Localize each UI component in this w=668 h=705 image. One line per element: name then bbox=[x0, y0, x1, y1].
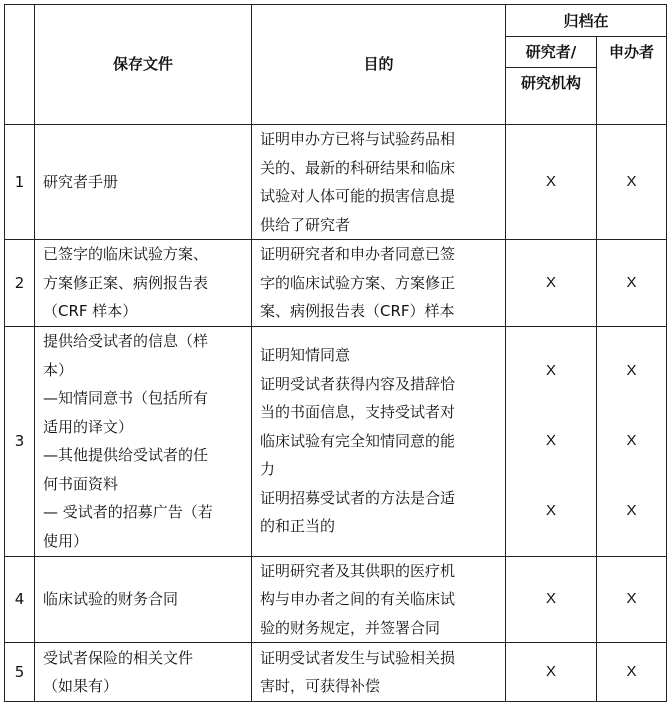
purpose-line: 关的、最新的科研结果和临床 bbox=[260, 158, 456, 177]
header-purpose: 目的 bbox=[252, 5, 506, 125]
investigator-mark: X bbox=[506, 240, 597, 327]
purpose bbox=[252, 643, 506, 702]
table-row bbox=[5, 326, 667, 556]
purpose-line: 害时，可获得补偿 bbox=[260, 677, 381, 695]
purpose-line: 构与申办者之间的有关临床试 bbox=[260, 590, 456, 608]
purpose bbox=[252, 240, 506, 327]
purpose-line: 的和正当的 bbox=[260, 517, 336, 536]
sponsor-mark: X bbox=[626, 362, 637, 379]
sponsor-mark: X bbox=[597, 643, 667, 702]
purpose bbox=[252, 326, 506, 556]
header-investigator-line1: 研究者/ bbox=[525, 43, 577, 61]
investigator-mark: X bbox=[506, 125, 597, 240]
document-line: — 受试者的招募广告（若 bbox=[43, 503, 213, 521]
table-row bbox=[5, 556, 667, 643]
document-line: 方案修正案、病例报告表 bbox=[43, 273, 209, 292]
header-investigator-line2: 研究机构 bbox=[520, 74, 581, 92]
table-row bbox=[5, 125, 667, 240]
purpose-line: 验的财务规定，并签署合同 bbox=[260, 618, 441, 637]
purpose bbox=[252, 125, 506, 240]
document-name bbox=[35, 240, 252, 327]
document-line: （CRF 样本） bbox=[43, 302, 138, 320]
purpose-line: 证明申办方已将与试验药品相 bbox=[260, 130, 456, 148]
purpose-line: 证明受试者获得内容及措辞恰 bbox=[260, 374, 456, 393]
document-line: 适用的译文） bbox=[43, 417, 134, 436]
document-line: 临床试验的财务合同 bbox=[43, 590, 179, 608]
document-name bbox=[35, 556, 252, 643]
document-line: 本） bbox=[43, 360, 74, 379]
table-row bbox=[5, 643, 667, 702]
sponsor-mark: X bbox=[626, 502, 637, 519]
sponsor-mark: X bbox=[597, 125, 667, 240]
document-line: 何书面资料 bbox=[43, 474, 119, 493]
header-investigator bbox=[506, 37, 597, 68]
document-name bbox=[35, 326, 252, 556]
investigator-mark: X bbox=[545, 502, 556, 519]
purpose-line: 临床试验有完全知情同意的能 bbox=[260, 431, 456, 450]
investigator-mark: X bbox=[545, 362, 556, 379]
purpose-line: 证明受试者发生与试验相关损 bbox=[260, 648, 456, 667]
purpose bbox=[252, 556, 506, 643]
purpose-line: 力 bbox=[260, 460, 276, 479]
purpose-line: 试验对人体可能的损害信息提 bbox=[260, 187, 456, 205]
purpose-line: 证明知情同意 bbox=[260, 346, 351, 365]
row-number: 5 bbox=[5, 643, 35, 702]
document-line: （如果有） bbox=[43, 677, 119, 695]
row-number: 4 bbox=[5, 556, 35, 643]
sponsor-marks bbox=[597, 326, 667, 556]
sponsor-mark: X bbox=[597, 556, 667, 643]
purpose-line: 证明研究者及其供职的医疗机 bbox=[260, 561, 456, 580]
purpose-line: 证明招募受试者的方法是合适 bbox=[260, 488, 456, 507]
archive-document-table bbox=[4, 4, 667, 702]
sponsor-mark: X bbox=[597, 240, 667, 327]
header-document: 保存文件 bbox=[35, 5, 252, 125]
header-archive-group: 归档在 bbox=[506, 5, 667, 37]
document-name bbox=[35, 125, 252, 240]
purpose-line: 案、病例报告表（CRF）样本 bbox=[260, 302, 455, 320]
sponsor-mark: X bbox=[626, 432, 637, 449]
document-line: 研究者手册 bbox=[43, 172, 119, 191]
document-line: 已签字的临床试验方案、 bbox=[43, 245, 209, 263]
document-line: —知情同意书（包括所有 bbox=[43, 389, 209, 407]
table-row bbox=[5, 240, 667, 327]
document-line: 提供给受试者的信息（样 bbox=[43, 332, 209, 350]
row-number: 2 bbox=[5, 240, 35, 327]
document-line: 受试者保险的相关文件 bbox=[43, 648, 194, 667]
document-name bbox=[35, 643, 252, 702]
purpose-line: 字的临床试验方案、方案修正 bbox=[260, 273, 456, 292]
row-number: 3 bbox=[5, 326, 35, 556]
purpose-line: 证明研究者和申办者同意已签 bbox=[260, 245, 456, 263]
header-num bbox=[5, 5, 35, 125]
document-line: 使用） bbox=[43, 531, 89, 550]
purpose-line: 供给了研究者 bbox=[260, 215, 351, 234]
investigator-mark: X bbox=[545, 432, 556, 449]
investigator-mark: X bbox=[506, 556, 597, 643]
document-line: —其他提供给受试者的任 bbox=[43, 446, 209, 464]
header-sponsor: 申办者 bbox=[597, 37, 667, 125]
investigator-mark: X bbox=[506, 643, 597, 702]
investigator-marks bbox=[506, 326, 597, 556]
purpose-line: 当的书面信息，支持受试者对 bbox=[260, 403, 456, 422]
header-investigator-cont bbox=[506, 68, 597, 125]
row-number: 1 bbox=[5, 125, 35, 240]
